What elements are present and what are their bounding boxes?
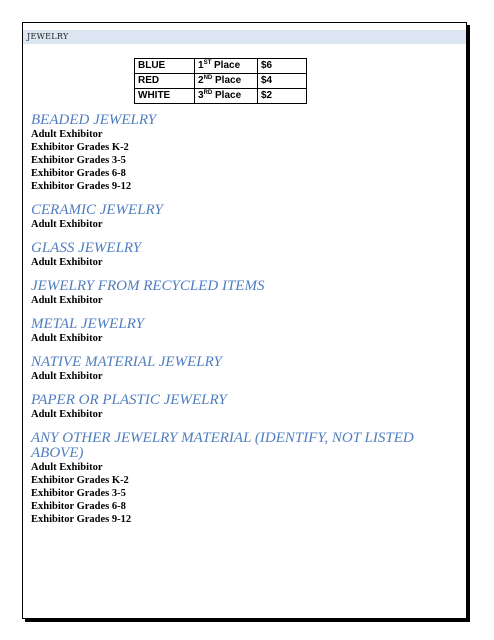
list-item: Adult Exhibitor xyxy=(31,219,103,230)
amount-cell: $4 xyxy=(258,74,307,89)
section-title: ANY OTHER JEWELRY MATERIAL (IDENTIFY, NOT LISTED ABOVE) xyxy=(31,430,414,461)
list-item: Exhibitor Grades 9-12 xyxy=(31,514,132,525)
list-item: Adult Exhibitor xyxy=(31,129,103,140)
section-title: NATIVE MATERIAL JEWELRY xyxy=(31,354,222,370)
place-cell: 1ST Place xyxy=(195,59,258,74)
section-title: JEWELRY FROM RECYCLED ITEMS xyxy=(31,278,265,294)
list-item: Adult Exhibitor xyxy=(31,371,103,382)
section-title: BEADED JEWELRY xyxy=(31,112,157,128)
page-header xyxy=(23,30,466,44)
amount-cell: $6 xyxy=(258,59,307,74)
section-other-jewelry-material xyxy=(31,431,451,526)
table-row xyxy=(135,74,307,89)
section-native-material-jewelry xyxy=(31,355,451,383)
header-label: JEWELRY xyxy=(27,32,69,41)
section-title: METAL JEWELRY xyxy=(31,316,144,332)
prize-table xyxy=(134,58,307,104)
place-cell: 2ND Place xyxy=(195,74,258,89)
list-item: Adult Exhibitor xyxy=(31,295,103,306)
list-item: Adult Exhibitor xyxy=(31,257,103,268)
list-item: Adult Exhibitor xyxy=(31,409,103,420)
list-item: Exhibitor Grades 3-5 xyxy=(31,488,126,499)
ribbon-cell: BLUE xyxy=(135,59,195,74)
section-recycled-jewelry xyxy=(31,279,451,307)
section-metal-jewelry xyxy=(31,317,451,345)
amount-cell: $2 xyxy=(258,89,307,104)
ribbon-cell: WHITE xyxy=(135,89,195,104)
ribbon-cell: RED xyxy=(135,74,195,89)
section-title: PAPER OR PLASTIC JEWELRY xyxy=(31,392,227,408)
list-item: Exhibitor Grades K-2 xyxy=(31,142,129,153)
list-item: Exhibitor Grades 6-8 xyxy=(31,501,126,512)
section-beaded-jewelry xyxy=(31,113,451,193)
list-item: Adult Exhibitor xyxy=(31,333,103,344)
list-item: Adult Exhibitor xyxy=(31,462,103,473)
document-page xyxy=(22,22,467,619)
table-row xyxy=(135,59,307,74)
section-paper-plastic-jewelry xyxy=(31,393,451,421)
table-row xyxy=(135,89,307,104)
sections-list xyxy=(31,113,451,536)
section-ceramic-jewelry xyxy=(31,203,451,231)
list-item: Exhibitor Grades 6-8 xyxy=(31,168,126,179)
section-glass-jewelry xyxy=(31,241,451,269)
list-item: Exhibitor Grades 9-12 xyxy=(31,181,132,192)
section-title: CERAMIC JEWELRY xyxy=(31,202,163,218)
list-item: Exhibitor Grades K-2 xyxy=(31,475,129,486)
section-title: GLASS JEWELRY xyxy=(31,240,142,256)
list-item: Exhibitor Grades 3-5 xyxy=(31,155,126,166)
place-cell: 3RD Place xyxy=(195,89,258,104)
